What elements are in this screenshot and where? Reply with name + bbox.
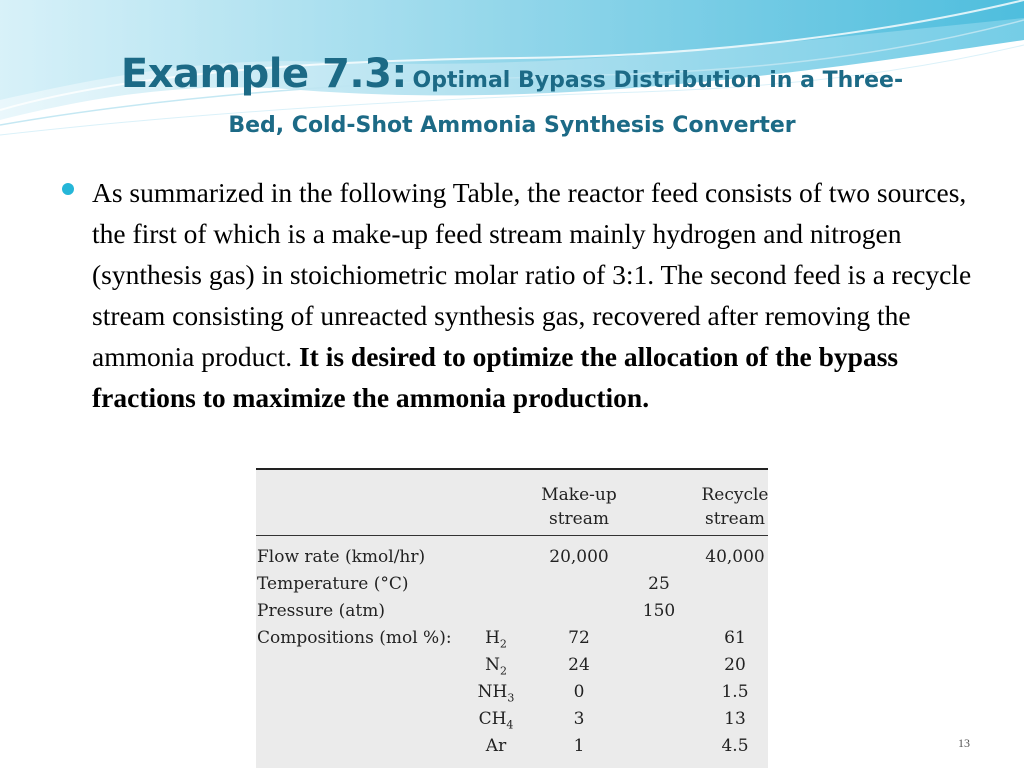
header-recycle-line1: Recycle (701, 485, 769, 505)
slide-title (40, 52, 984, 149)
row-pressure-value: 150 (642, 601, 676, 621)
table-top-rule (256, 468, 768, 470)
page-number: 13 (958, 736, 970, 750)
bullet-text (92, 172, 992, 418)
comp-species-name: CH (478, 709, 507, 729)
comp-recycle-value: 1.5 (721, 682, 749, 702)
title-example-label: Example 7.3: (120, 51, 407, 97)
comp-makeup-value: 0 (573, 682, 585, 702)
table-header-rule (256, 535, 768, 536)
comp-species-name: Ar (485, 736, 507, 756)
row-flow-makeup: 20,000 (549, 547, 609, 567)
comp-recycle-value: 61 (724, 628, 746, 648)
row-flow-recycle: 40,000 (705, 547, 765, 567)
bullet-text-bold: It is desired to optimize the allocation of the bypass fractions to maximize the ammonia production. (92, 341, 899, 413)
comp-species-name: NH (477, 682, 508, 702)
title-subtitle-line1: Optimal Bypass Distribution in a Three- (412, 68, 904, 93)
comp-makeup-value: 3 (573, 709, 585, 729)
comp-recycle-value: 4.5 (721, 736, 749, 756)
comp-species (478, 682, 515, 708)
bullet-text-normal: As summarized in the following Table, the reactor feed consists of two sources, the first of which is a make-up feed stream mainly hydrogen and nitrogen (synthesis gas) in stoichiometric molar ratio of 3:1. The second feed is a recycle stream consisting of unreacted synthesis gas, recovered after removing the ammonia product. (92, 177, 972, 372)
comp-makeup-value: 72 (568, 628, 590, 648)
comp-recycle-value: 13 (724, 709, 746, 729)
row-pressure-label: Pressure (atm) (257, 601, 385, 621)
comp-species (485, 628, 507, 654)
bullet-dot-icon (62, 183, 74, 195)
row-flow-label: Flow rate (kmol/hr) (257, 547, 426, 567)
row-temp-label: Temperature (°C) (257, 574, 409, 594)
row-compositions-label: Compositions (mol %): (257, 628, 452, 648)
comp-makeup-value: 24 (568, 655, 590, 675)
comp-species-subscript: 3 (507, 691, 515, 705)
header-makeup-line2: stream (549, 509, 609, 529)
header-makeup-line1: Make-up (541, 485, 617, 505)
comp-species-name: N (485, 655, 500, 675)
comp-species (479, 709, 514, 735)
comp-species-subscript: 2 (499, 664, 507, 678)
comp-makeup-value: 1 (573, 736, 585, 756)
title-subtitle-line2: Bed, Cold-Shot Ammonia Synthesis Converter (228, 113, 796, 138)
comp-species (486, 736, 506, 762)
bullet-paragraph (62, 172, 992, 418)
header-recycle-line2: stream (705, 509, 765, 529)
comp-species-subscript: 4 (506, 718, 514, 732)
row-temp-value: 25 (648, 574, 670, 594)
comp-recycle-value: 20 (724, 655, 746, 675)
comp-species-subscript: 2 (499, 637, 507, 651)
comp-species-name: H (485, 628, 500, 648)
comp-species (485, 655, 507, 681)
